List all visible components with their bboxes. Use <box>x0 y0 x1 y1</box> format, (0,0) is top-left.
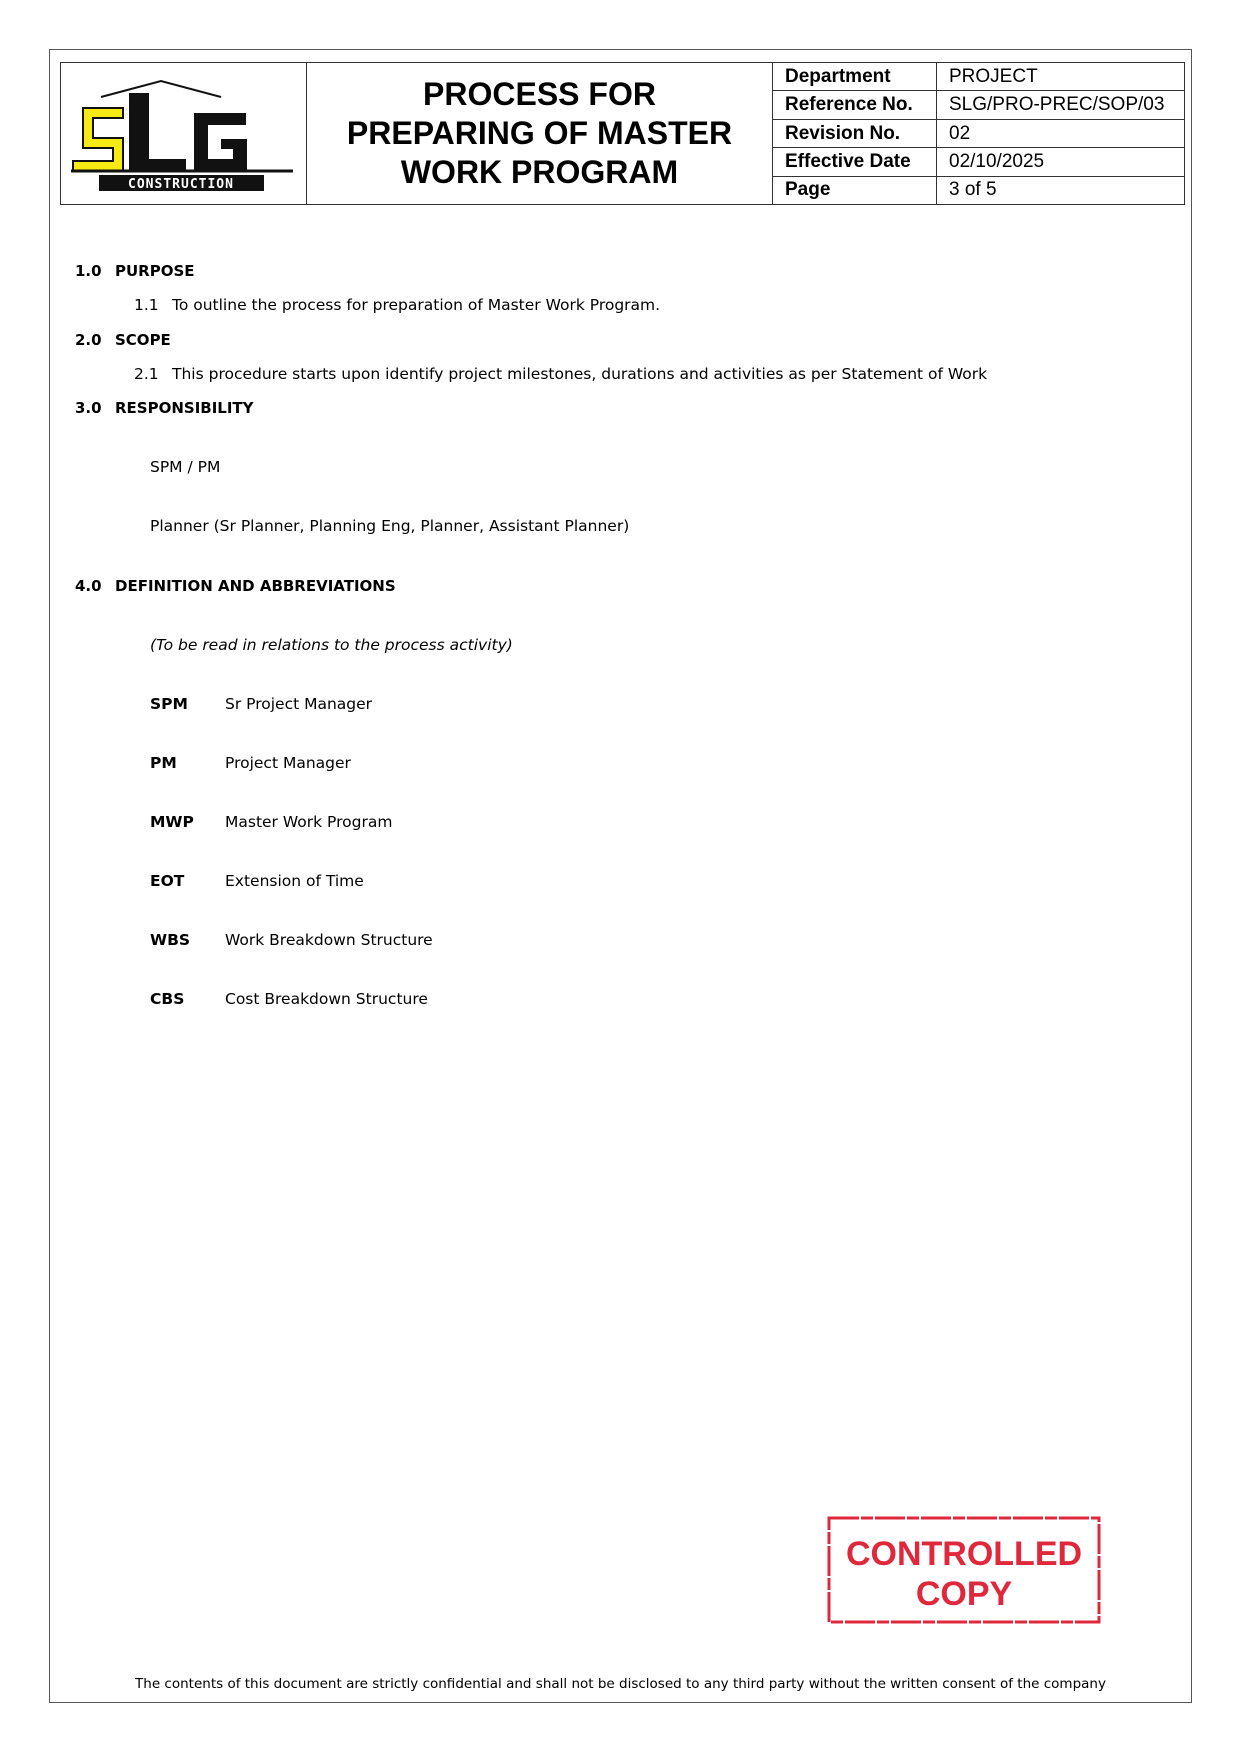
abbreviation-row <box>150 754 351 772</box>
section-title: DEFINITION AND ABBREVIATIONS <box>115 577 396 595</box>
abbreviation-meaning: Cost Breakdown Structure <box>225 990 428 1008</box>
abbreviation-code: EOT <box>150 872 185 890</box>
meta-label: Page <box>773 177 937 204</box>
section-title: SCOPE <box>115 331 171 349</box>
abbreviation-row <box>150 695 372 713</box>
abbreviation-code: CBS <box>150 990 185 1008</box>
scope-item <box>134 365 987 383</box>
section-title: PURPOSE <box>115 262 195 280</box>
abbreviation-meaning: Sr Project Manager <box>225 695 373 713</box>
abbreviation-meaning: Work Breakdown Structure <box>225 931 433 949</box>
section-number: 2.0 <box>75 331 102 349</box>
stamp-line-1: CONTROLLED <box>845 1535 1083 1573</box>
section-definitions-heading <box>75 577 396 595</box>
abbreviation-row <box>150 990 428 1008</box>
abbreviation-meaning: Master Work Program <box>225 813 393 831</box>
item-text: This procedure starts upon identify project milestones, durations and activities as per Statement of Work <box>172 365 988 383</box>
meta-label: Effective Date <box>773 148 937 175</box>
document-title: PROCESS FOR PREPARING OF MASTER WORK PROGRAM <box>346 76 733 190</box>
meta-row-department <box>773 63 1184 91</box>
meta-label: Revision No. <box>773 120 937 147</box>
abbreviation-row <box>150 931 433 949</box>
document-header <box>60 62 1185 205</box>
meta-value: 3 of 5 <box>949 179 997 201</box>
abbreviation-code: PM <box>150 754 177 772</box>
stamp-line-2: COPY <box>915 1575 1013 1613</box>
meta-row-revision <box>773 120 1184 148</box>
meta-value: PROJECT <box>949 65 1038 87</box>
controlled-copy-stamp <box>826 1515 1102 1625</box>
section-title: RESPONSIBILITY <box>115 399 254 417</box>
meta-table <box>773 63 1184 204</box>
responsibility-role: SPM / PM <box>150 458 221 476</box>
section-scope-heading <box>75 331 171 349</box>
section-purpose-heading <box>75 262 195 280</box>
item-number: 1.1 <box>134 296 159 314</box>
meta-value: SLG/PRO-PREC/SOP/03 <box>949 94 1165 116</box>
section-number: 4.0 <box>75 577 102 595</box>
abbreviation-row <box>150 813 392 831</box>
meta-value: 02/10/2025 <box>949 150 1045 172</box>
section-number: 3.0 <box>75 399 102 417</box>
meta-row-effective-date <box>773 148 1184 176</box>
abbreviation-code: MWP <box>150 813 194 831</box>
svg-text:CONSTRUCTION: CONSTRUCTION <box>128 177 234 192</box>
item-number: 2.1 <box>134 365 159 383</box>
abbreviation-meaning: Project Manager <box>225 754 351 772</box>
title-cell <box>307 63 773 204</box>
slg-logo-icon <box>61 63 306 206</box>
section-responsibility-heading <box>75 399 254 417</box>
meta-value: 02 <box>949 122 971 144</box>
abbreviation-row <box>150 872 364 890</box>
abbreviation-code: SPM <box>150 695 188 713</box>
meta-row-page <box>773 177 1184 204</box>
abbreviation-meaning: Extension of Time <box>225 872 364 890</box>
purpose-item <box>134 296 660 314</box>
abbreviation-code: WBS <box>150 931 191 949</box>
meta-label: Department <box>773 63 937 90</box>
confidentiality-footer: The contents of this document are strictly confidential and shall not be disclosed to any third party without the written consent of the company <box>135 1676 1106 1692</box>
section-number: 1.0 <box>75 262 102 280</box>
responsibility-role: Planner (Sr Planner, Planning Eng, Planner, Assistant Planner) <box>150 517 630 535</box>
meta-row-reference <box>773 91 1184 119</box>
item-text: To outline the process for preparation of Master Work Program. <box>172 296 661 314</box>
company-logo <box>61 63 307 204</box>
definitions-note: (To be read in relations to the process activity) <box>150 636 513 654</box>
meta-label: Reference No. <box>773 91 937 118</box>
